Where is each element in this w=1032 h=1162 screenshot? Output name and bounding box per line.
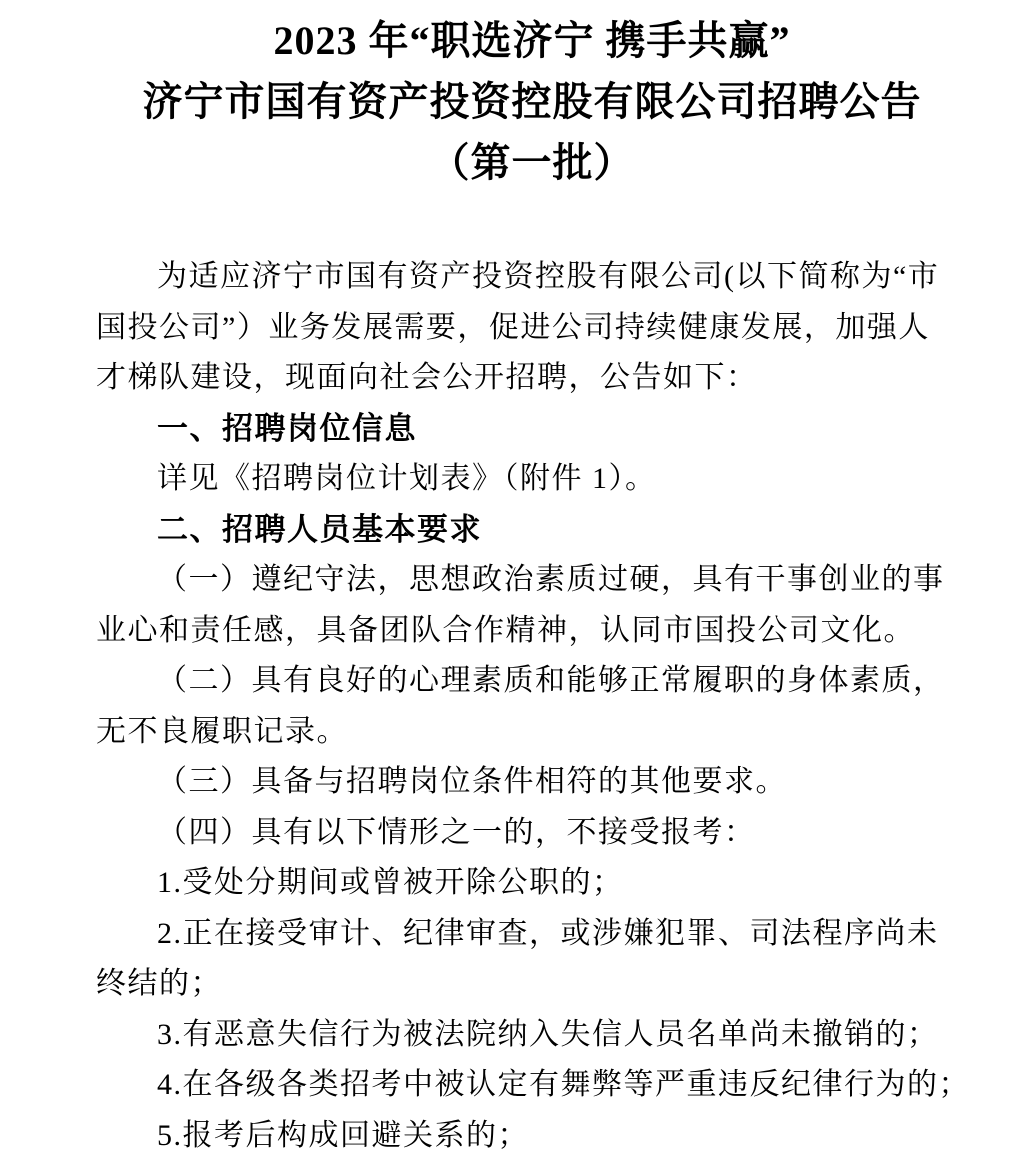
section-heading-1: 一、招聘岗位信息 — [157, 410, 417, 446]
body-line-item-1: 1.受处分期间或曾被开除公职的； — [157, 866, 624, 899]
body-line-item-4: 4.在各级各类招考中被认定有舞弊等严重违反纪律行为的； — [157, 1068, 970, 1101]
document-body — [0, 252, 1032, 1161]
title-line-1: 2023 年“职选济宁 携手共赢” — [273, 18, 791, 63]
body-line-intro-3: 才梯队建设，现面向社会公开招聘，公告如下： — [96, 361, 758, 394]
body-line-req-3: （三）具备与招聘岗位条件相符的其他要求。 — [157, 765, 787, 798]
body-line-item-2b: 终结的； — [96, 967, 222, 1000]
body-line-req-4: （四）具有以下情形之一的，不接受报考： — [157, 815, 756, 849]
body-line-item-5: 5.报考后构成回避关系的； — [157, 1118, 529, 1152]
title-line-3: （第一批） — [429, 140, 635, 185]
body-line-intro-1: 为适应济宁市国有资产投资控股有限公司(以下简称为“市 — [157, 260, 940, 293]
body-line-req-1a: （一）遵纪守法，思想政治素质过硬，具有干事创业的事 — [157, 563, 945, 596]
body-line-item-2a: 2.正在接受审计、纪律审查，或涉嫌犯罪、司法程序尚未 — [157, 916, 939, 950]
section-heading-2: 二、招聘人员基本要求 — [157, 511, 482, 547]
title-line-2: 济宁市国有资产投资控股有限公司招聘公告 — [142, 79, 922, 124]
document-title — [0, 0, 1032, 193]
body-line-req-2a: （二）具有良好的心理素质和能够正常履职的身体素质， — [157, 664, 945, 697]
body-line-item-3: 3.有恶意失信行为被法院纳入失信人员名单尚未撤销的； — [157, 1017, 939, 1051]
body-line-intro-2: 国投公司”）业务发展需要，促进公司持续健康发展，加强人 — [96, 310, 930, 344]
body-line-see-plan: 详见《招聘岗位计划表》（附件 1）。 — [157, 462, 657, 495]
body-line-req-2b: 无不良履职记录。 — [96, 714, 348, 748]
body-line-req-1b: 业心和责任感，具备团队合作精神，认同市国投公司文化。 — [96, 613, 915, 647]
